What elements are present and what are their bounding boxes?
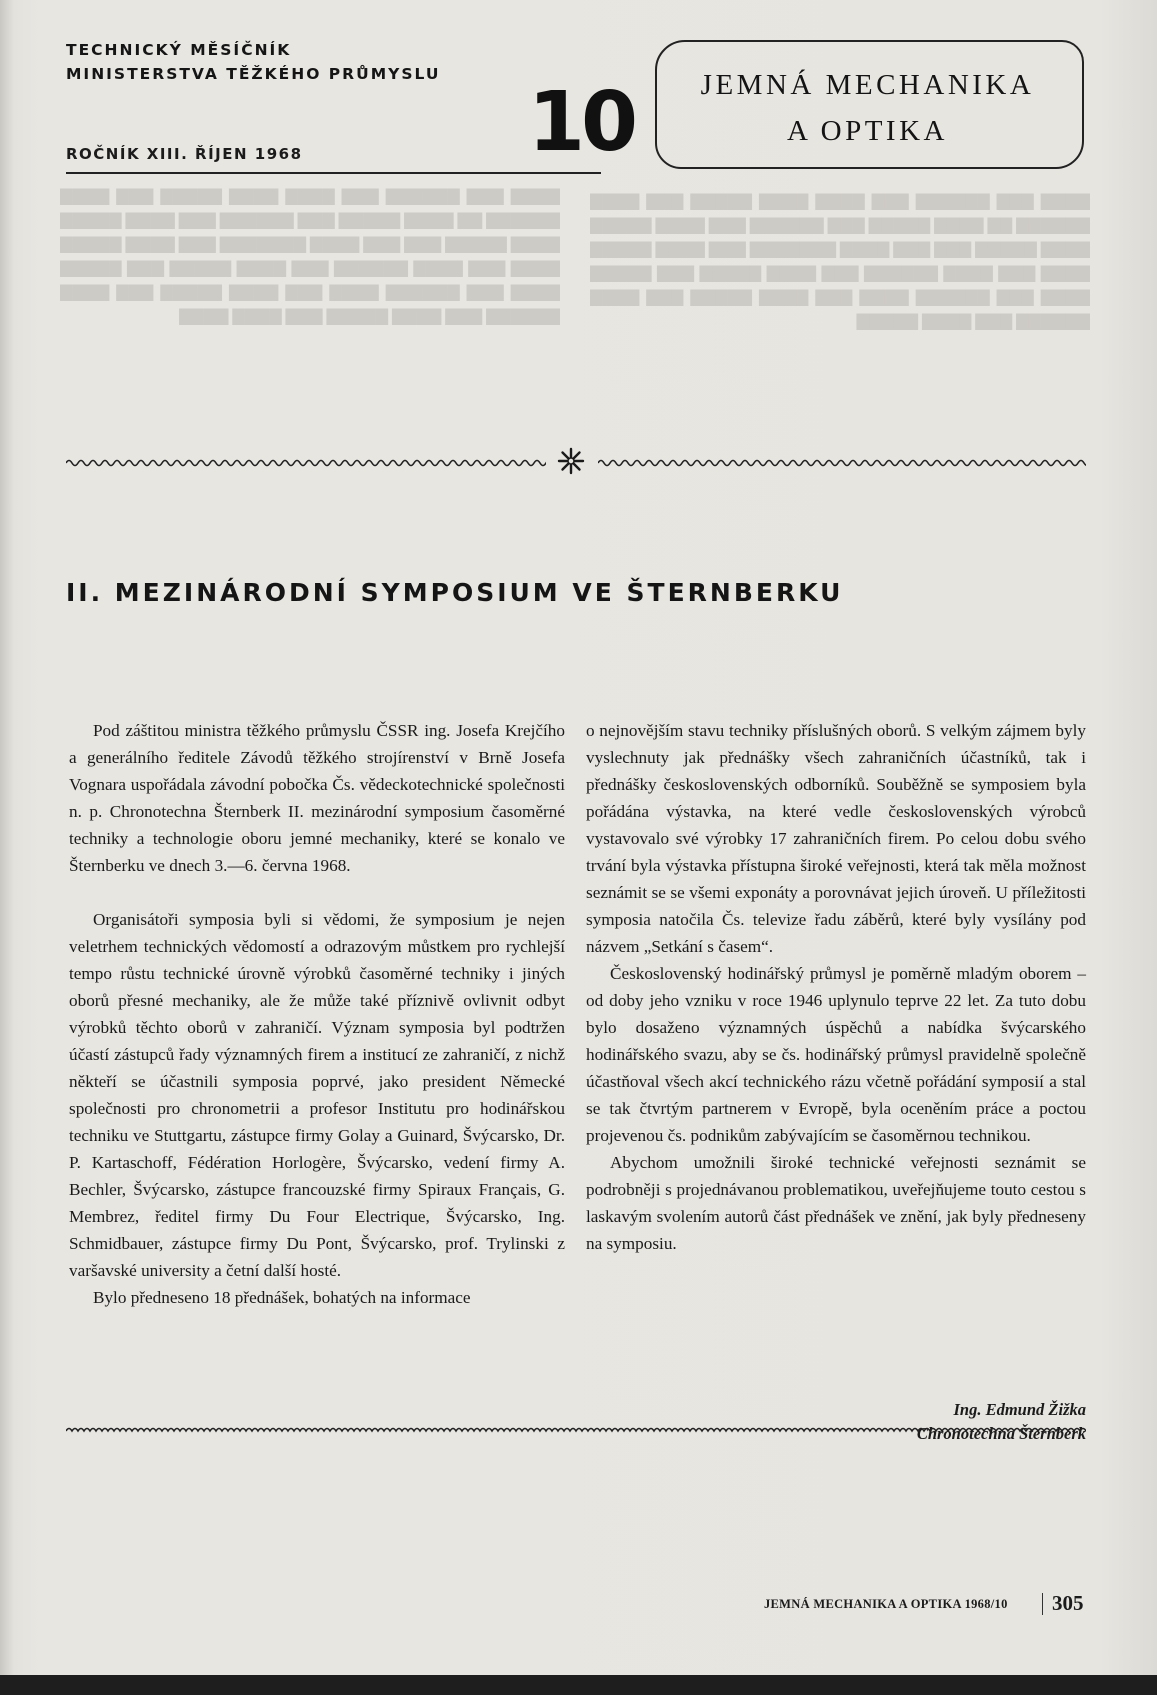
issue-number: 10: [528, 75, 635, 170]
footer-journal: JEMNÁ MECHANIKA A OPTIKA 1968/10: [764, 1597, 1008, 1611]
right-column: [586, 717, 1086, 1257]
wavy-divider-upper-left: [66, 455, 546, 471]
journal-header-line1: TECHNICKÝ MĚSÍČNÍK: [66, 41, 292, 59]
page-number: 305: [1052, 1591, 1084, 1615]
page-footer: [742, 1591, 1086, 1617]
journal-header: [66, 38, 606, 86]
masthead-line2: A OPTIKA: [787, 115, 948, 147]
author-name: Ing. Edmund Žižka: [953, 1400, 1086, 1419]
issue-line: ROČNÍK XIII. ŘÍJEN 1968: [66, 145, 303, 163]
journal-header-line2: MINISTERSTVA TĚŽKÉHO PRŮMYSLU: [66, 65, 441, 83]
header-rule: [66, 172, 601, 174]
left-paragraph-1: Pod záštitou ministra těžkého průmyslu ČSSR ing. Josefa Krejčího a generálního ředitele Závodů těžkého strojírenství v Brně Josefa Vognara uspořádala závodní pobočka Čs. vědeckotechnické společnosti n. p. Chronotechna Šternberk II. mezinárodní symposium časoměrné techniky a technologie oboru jemné mechaniky, které se konalo ve Šternberku ve dnech 3.—6. června 1968.: [69, 721, 565, 875]
article-title: II. MEZINÁRODNÍ SYMPOSIUM VE ŠTERNBERKU: [66, 578, 844, 607]
masthead-title: [655, 62, 1080, 154]
right-paragraph-1: o nejnovějším stavu techniky příslušných oborů. S velkým zájmem byly vyslechnuty jak přednášky všech zahraničních účastníků, tak i přednášky československých odborníků. Souběžně se symposiem byla pořádána výstavka, na které vedle československých výrobců vystavovalo své výrobky 17 zahraničních firem. Po celou dobu svého trvání byla výstavka přístupna široké veřejnosti, která tak měla možnost seznámit se se všemi exponáty a porovnávat jejich úroveň. U příležitosti symposia natočila Čs. televize řadu záběrů, které byly vysílány pod názvem „Setkání s časem“.: [586, 721, 1086, 956]
left-paragraph-3: Bylo předneseno 18 přednášek, bohatých na informace: [93, 1288, 471, 1307]
show-through-text-upper: ▇▇▇▇ ▇▇▇ ▇▇▇▇▇▇ ▇▇▇ ▇▇▇▇ ▇▇▇▇ ▇▇▇▇▇ ▇▇▇ ▇▇▇▇ ▇▇▇▇▇▇ ▇▇ ▇▇▇▇ ▇▇▇▇▇ ▇▇▇ ▇▇▇▇▇▇ ▇▇▇ ▇▇▇▇ ▇▇▇▇▇ ▇▇▇▇ ▇▇▇▇▇ ▇▇▇ ▇▇▇ ▇▇▇▇ ▇▇▇▇▇▇▇ ▇▇▇ ▇▇▇▇ ▇▇▇▇▇ ▇▇▇▇ ▇▇▇ ▇▇▇▇ ▇▇▇▇▇▇ ▇▇▇ ▇▇▇▇ ▇▇▇▇▇ ▇▇▇ ▇▇▇▇▇ ▇▇▇▇ ▇▇▇ ▇▇▇▇▇▇ ▇▇▇▇ ▇▇▇ ▇▇▇▇ ▇▇▇▇▇ ▇▇▇ ▇▇▇▇ ▇▇▇▇▇▇ ▇▇▇ ▇▇▇▇ ▇▇▇▇▇ ▇▇▇ ▇▇▇▇ ▇▇▇▇: [60, 188, 560, 325]
left-column: [69, 717, 565, 1311]
right-paragraph-3: Abychom umožnili široké technické veřejnosti seznámit se podrobněji s projednávanou problematikou, uveřejňujeme touto cestou s laskavým svolením autorů část přednášek ve znění, jak byly předneseny na symposiu.: [586, 1153, 1086, 1253]
show-through-text-right: ▇▇▇▇ ▇▇▇ ▇▇▇▇▇▇ ▇▇▇ ▇▇▇▇ ▇▇▇▇ ▇▇▇▇▇ ▇▇▇ ▇▇▇▇ ▇▇▇▇▇▇ ▇▇ ▇▇▇▇ ▇▇▇▇▇ ▇▇▇ ▇▇▇▇▇▇ ▇▇▇ ▇▇▇▇ ▇▇▇▇▇ ▇▇▇▇ ▇▇▇▇▇ ▇▇▇ ▇▇▇ ▇▇▇▇ ▇▇▇▇▇▇▇ ▇▇▇ ▇▇▇▇ ▇▇▇▇▇ ▇▇▇▇ ▇▇▇ ▇▇▇▇ ▇▇▇▇▇▇ ▇▇▇ ▇▇▇▇ ▇▇▇▇▇ ▇▇▇ ▇▇▇▇▇ ▇▇▇▇ ▇▇▇ ▇▇▇▇▇▇ ▇▇▇▇ ▇▇▇ ▇▇▇▇ ▇▇▇▇▇ ▇▇▇ ▇▇▇▇ ▇▇▇▇▇▇ ▇▇▇ ▇▇▇▇ ▇▇▇▇▇: [590, 193, 1090, 330]
scan-edge-band: [0, 1675, 1157, 1695]
right-paragraph-2: Československý hodinářský průmysl je poměrně mladým oborem – od doby jeho vzniku v roce 1946 uplynulo teprve 22 let. Za tuto dobu bylo dosaženo významných úspěchů a nabídka švýcarského hodinářského svazu, aby se čs. hodinářský průmysl pravidelně společně účastňoval všech akcí technického rázu včetně pořádání symposií a stal se tak čtvrtým partnerem v Evropě, byla oceněním práce a poctou projevenou čs. podnikům zabývajícím se časoměrnou technikou.: [586, 964, 1086, 1145]
wavy-divider-upper-right: [598, 455, 1086, 471]
masthead-line1: JEMNÁ MECHANIKA: [700, 69, 1035, 101]
wavy-divider-lower: [66, 1423, 1086, 1439]
author-organization: Chronotechna Šternberk: [916, 1424, 1086, 1443]
asterisk-ornament-icon: [556, 446, 586, 476]
left-paragraph-2: Organisátoři symposia byli si vědomi, že symposium je nejen veletrhem technických vědomostí a odrazovým můstkem pro rychlejší tempo růstu technické úrovně výrobků časoměrné techniky i jiných oborů přesné mechaniky, ale že může také příznivě ovlivnit odbyt výrobků těchto oborů v zahraničí. Význam symposia byl podtržen účastí zástupců řady významných firem a institucí ze zahraničí, z nichž někteří se účastnili symposia poprvé, jako president Německé společnosti pro chronometrii a profesor Institutu pro hodinářskou techniku ve Stuttgartu, zástupce firmy Golay a Guinard, Švýcarsko, Dr. P. Kartaschoff, Fédération Horlogère, Švýcarsko, vedení firmy A. Bechler, Švýcarsko, zástupce francouzské firmy Spiraux Français, G. Membrez, ředitel firmy Du Four Electrique, Švýcarsko, Ing. Schmidbauer, zástupce firmy Du Pont, Švýcarsko, prof. Trylinski z varšavské university a četní další hosté.: [69, 910, 565, 1280]
footer-separator: [1042, 1593, 1043, 1615]
